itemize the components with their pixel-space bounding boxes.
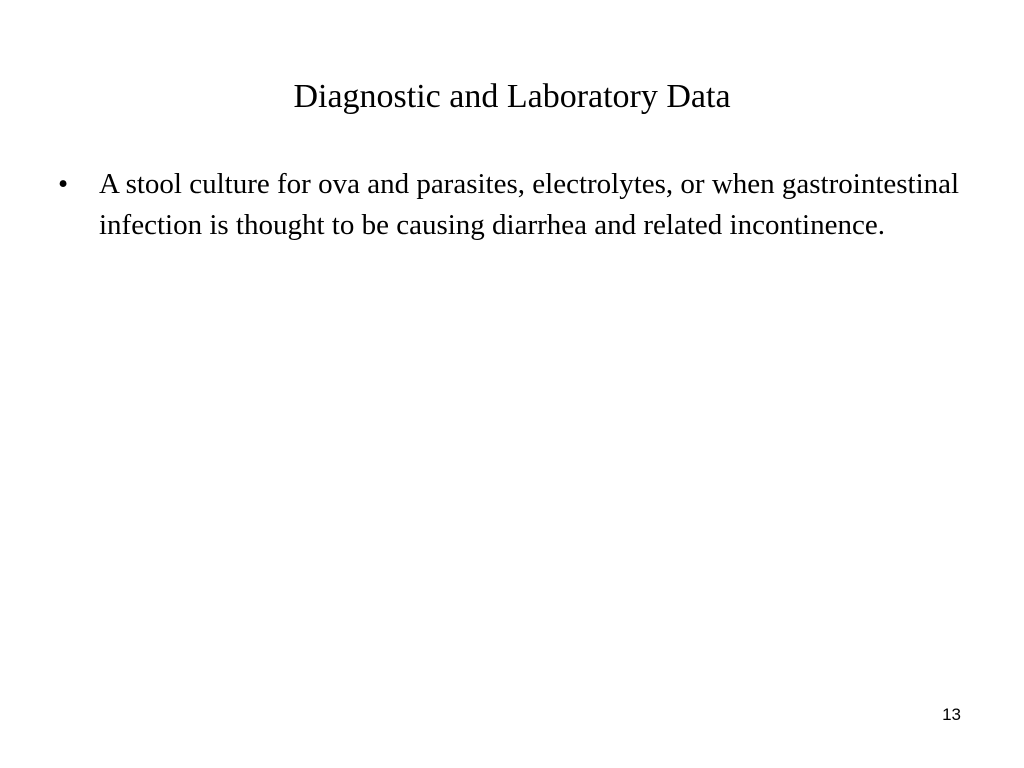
slide-title: Diagnostic and Laboratory Data <box>293 78 731 115</box>
bullet-item <box>58 164 968 246</box>
slide-number: 13 <box>942 705 961 724</box>
bullet-text: A stool culture for ova and parasites, electrolytes, or when gastrointestinal infection is thought to be causing diarrhea and related incontinence. <box>99 168 960 241</box>
bullet-list <box>58 164 968 246</box>
bullet-icon: • <box>58 168 69 200</box>
